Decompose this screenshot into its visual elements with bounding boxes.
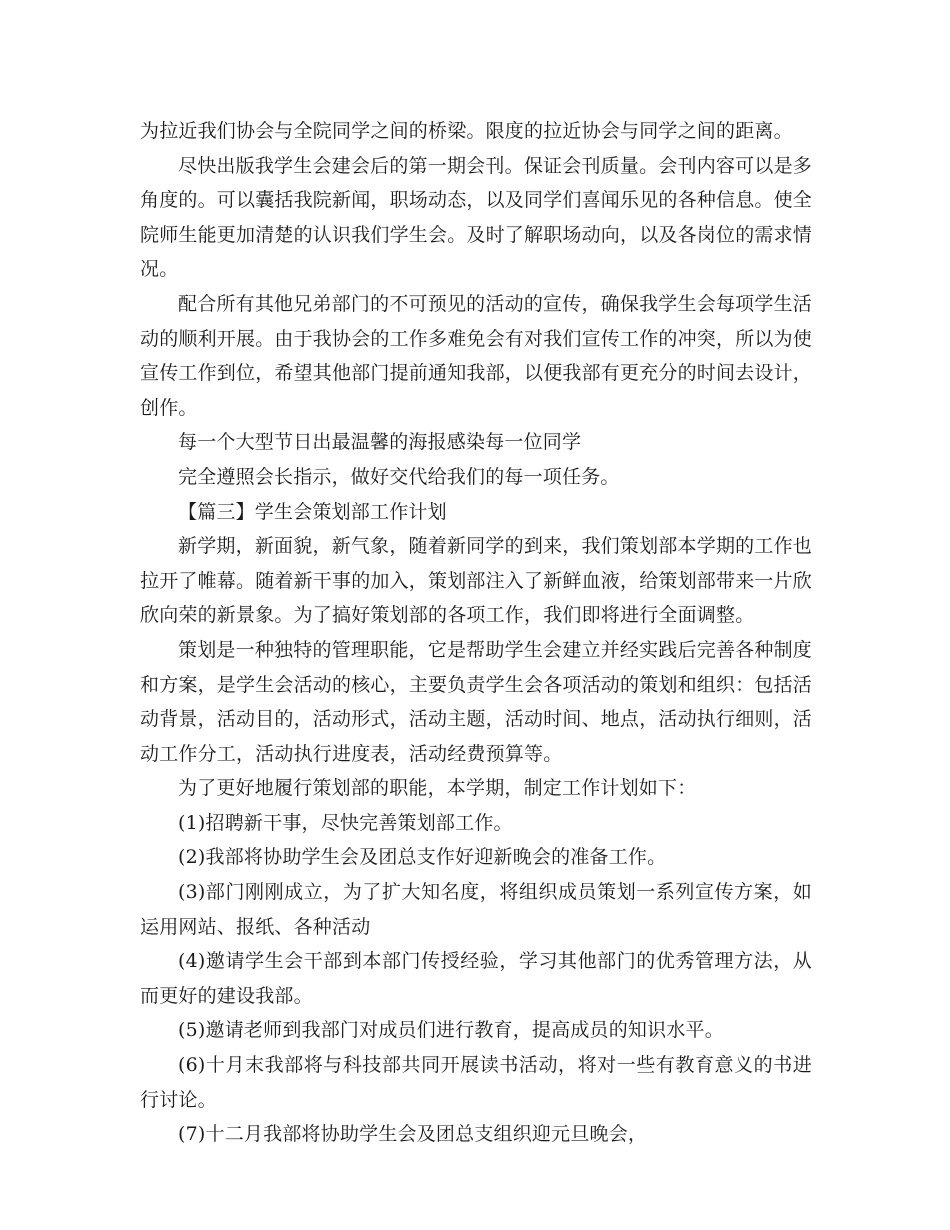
- paragraph: (7)十二月我部将协助学生会及团总支组织迎元旦晚会，: [178, 1123, 648, 1146]
- paragraph: 完全遵照会长指示，做好交代给我们的每一项任务。: [178, 465, 620, 488]
- paragraph: 为了更好地履行策划部的职能，本学期，制定工作计划如下：: [178, 777, 697, 800]
- paragraph: 为拉近我们协会与全院同学之间的桥梁。限度的拉近协会与同学之间的距离。: [140, 120, 793, 142]
- document-body: [140, 114, 812, 1152]
- paragraph: (4)邀请学生会干部到本部门传授经验，学习其他部门的优秀管理方法，从而更好的建设我部。: [140, 950, 812, 1007]
- paragraph: 【篇三】学生会策划部工作计划: [178, 500, 447, 523]
- paragraph: 策划是一种独特的管理职能，它是帮助学生会建立并经实践后完善各种制度和方案，是学生会活动的核心，主要负责学生会各项活动的策划和组织：包括活动背景，活动目的，活动形式，活动主题，活动时间、地点，活动执行细则，活动工作分工，活动执行进度表，活动经费预算等。: [140, 638, 813, 765]
- paragraph: (1)招聘新干事，尽快完善策划部工作。: [178, 811, 513, 834]
- paragraph: 尽快出版我学生会建会后的第一期会刊。保证会刊质量。会刊内容可以是多角度的。可以囊括我院新闻，职场动态，以及同学们喜闻乐见的各种信息。使全院师生能更加清楚的认识我们学生会。及时了解职场动向，以及各岗位的需求情况。: [140, 154, 813, 281]
- paragraph: (5)邀请老师到我部门对成员们进行教育，提高成员的知识水平。: [178, 1019, 724, 1042]
- paragraph: 每一个大型节日出最温馨的海报感染每一位同学: [178, 431, 582, 454]
- paragraph: 配合所有其他兄弟部门的不可预见的活动的宣传，确保我学生会每项学生活动的顺利开展。由于我协会的工作多难免会有对我们宣传工作的冲突，所以为使宣传工作到位，希望其他部门提前通知我部，以便我部有更充分的时间去设计，创作。: [140, 292, 813, 419]
- paragraph: 新学期，新面貌，新气象，随着新同学的到来，我们策划部本学期的工作也拉开了帷幕。随着新干事的加入，策划部注入了新鲜血液，给策划部带来一片欣欣向荣的新景象。为了搞好策划部的各项工作，我们即将进行全面调整。: [140, 535, 813, 627]
- paragraph: (3)部门刚刚成立，为了扩大知名度，将组织成员策划一系列宣传方案，如运用网站、报纸、各种活动: [140, 881, 812, 938]
- paragraph: (2)我部将协助学生会及团总支作好迎新晚会的准备工作。: [178, 846, 667, 869]
- paragraph: (6)十月末我部将与科技部共同开展读书活动，将对一些有教育意义的书进行讨论。: [140, 1054, 812, 1111]
